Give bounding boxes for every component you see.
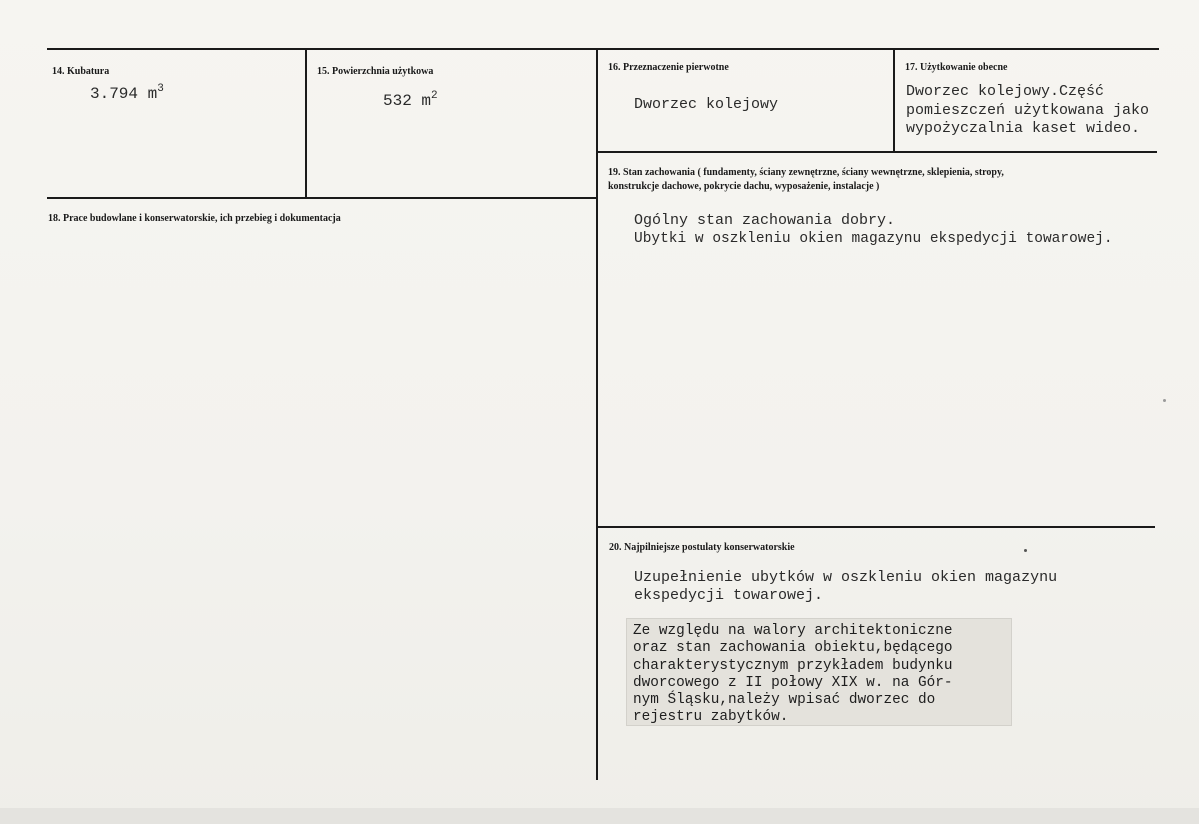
field-17-label: 17. Użytkowanie obecne [905, 62, 1008, 73]
field-19-label-line-1: 19. Stan zachowania ( fundamenty, ściany zewnętrzne, ściany wewnętrzne, sklepienia, stropy, [608, 167, 1004, 178]
pasted-note-text [633, 623, 953, 727]
pasted-note-line-2: oraz stan zachowania obiektu,będącego [633, 640, 953, 657]
field-16-label: 16. Przeznaczenie pierwotne [608, 62, 729, 73]
field-19-line-2: Ubytki w oszkleniu okien magazynu ekspedycji towarowej. [634, 231, 1113, 247]
paper-speck [1163, 399, 1166, 402]
border-under-19 [596, 526, 1155, 528]
field-14-label: 14. Kubatura [52, 66, 110, 77]
pasted-note-line-6: rejestru zabytków. [633, 709, 789, 726]
pasted-note-line-4: dworcowego z II połowy XIX w. na Gór- [633, 674, 953, 691]
field-17-line-2: pomieszczeń użytkowana jako [906, 102, 1150, 119]
form-top-border [47, 48, 1159, 50]
border-under-14-15 [47, 197, 598, 199]
field-15-label: 15. Powierzchnia użytkowa [317, 66, 434, 77]
field-14-exponent: 3 [157, 83, 164, 95]
pasted-note-line-1: Ze względu na walory architektoniczne [633, 623, 953, 639]
field-15-exponent: 2 [431, 90, 438, 102]
field-19-label-line-2: konstrukcje dachowe, pokrycie dachu, wyposażenie, instalacje ) [608, 181, 880, 192]
page-bottom-edge [0, 808, 1199, 824]
field-14-number: 3.794 m [90, 85, 158, 103]
divider-16-17 [893, 48, 895, 152]
pasted-note-line-5: nym Śląsku,należy wpisać dworzec do [633, 692, 936, 709]
field-15-number: 532 m [383, 92, 432, 110]
field-14-value [90, 83, 164, 105]
field-19-line-1: Ogólny stan zachowania dobry. [634, 212, 896, 229]
field-20-line-1: Uzupełnienie ubytków w oszkleniu okien magazynu [634, 569, 1058, 586]
field-16-value: Dworzec kolejowy [634, 96, 779, 113]
field-17-line-1: Dworzec kolejowy.Część [906, 83, 1105, 100]
field-20-line-2: ekspedycji towarowej. [634, 587, 824, 604]
pasted-note-line-3: charakterystycznym przykładem budynku [633, 657, 953, 674]
divider-left-right [596, 48, 598, 780]
paper-speck [1024, 549, 1027, 552]
field-17-line-3: wypożyczalnia kaset wideo. [906, 120, 1141, 137]
divider-14-15 [305, 48, 307, 198]
border-under-16-17 [596, 151, 1157, 153]
field-18-label: 18. Prace budowlane i konserwatorskie, ich przebieg i dokumentacja [48, 213, 341, 224]
field-20-label: 20. Najpilniejsze postulaty konserwatorskie [609, 542, 795, 553]
field-15-value [383, 90, 438, 112]
